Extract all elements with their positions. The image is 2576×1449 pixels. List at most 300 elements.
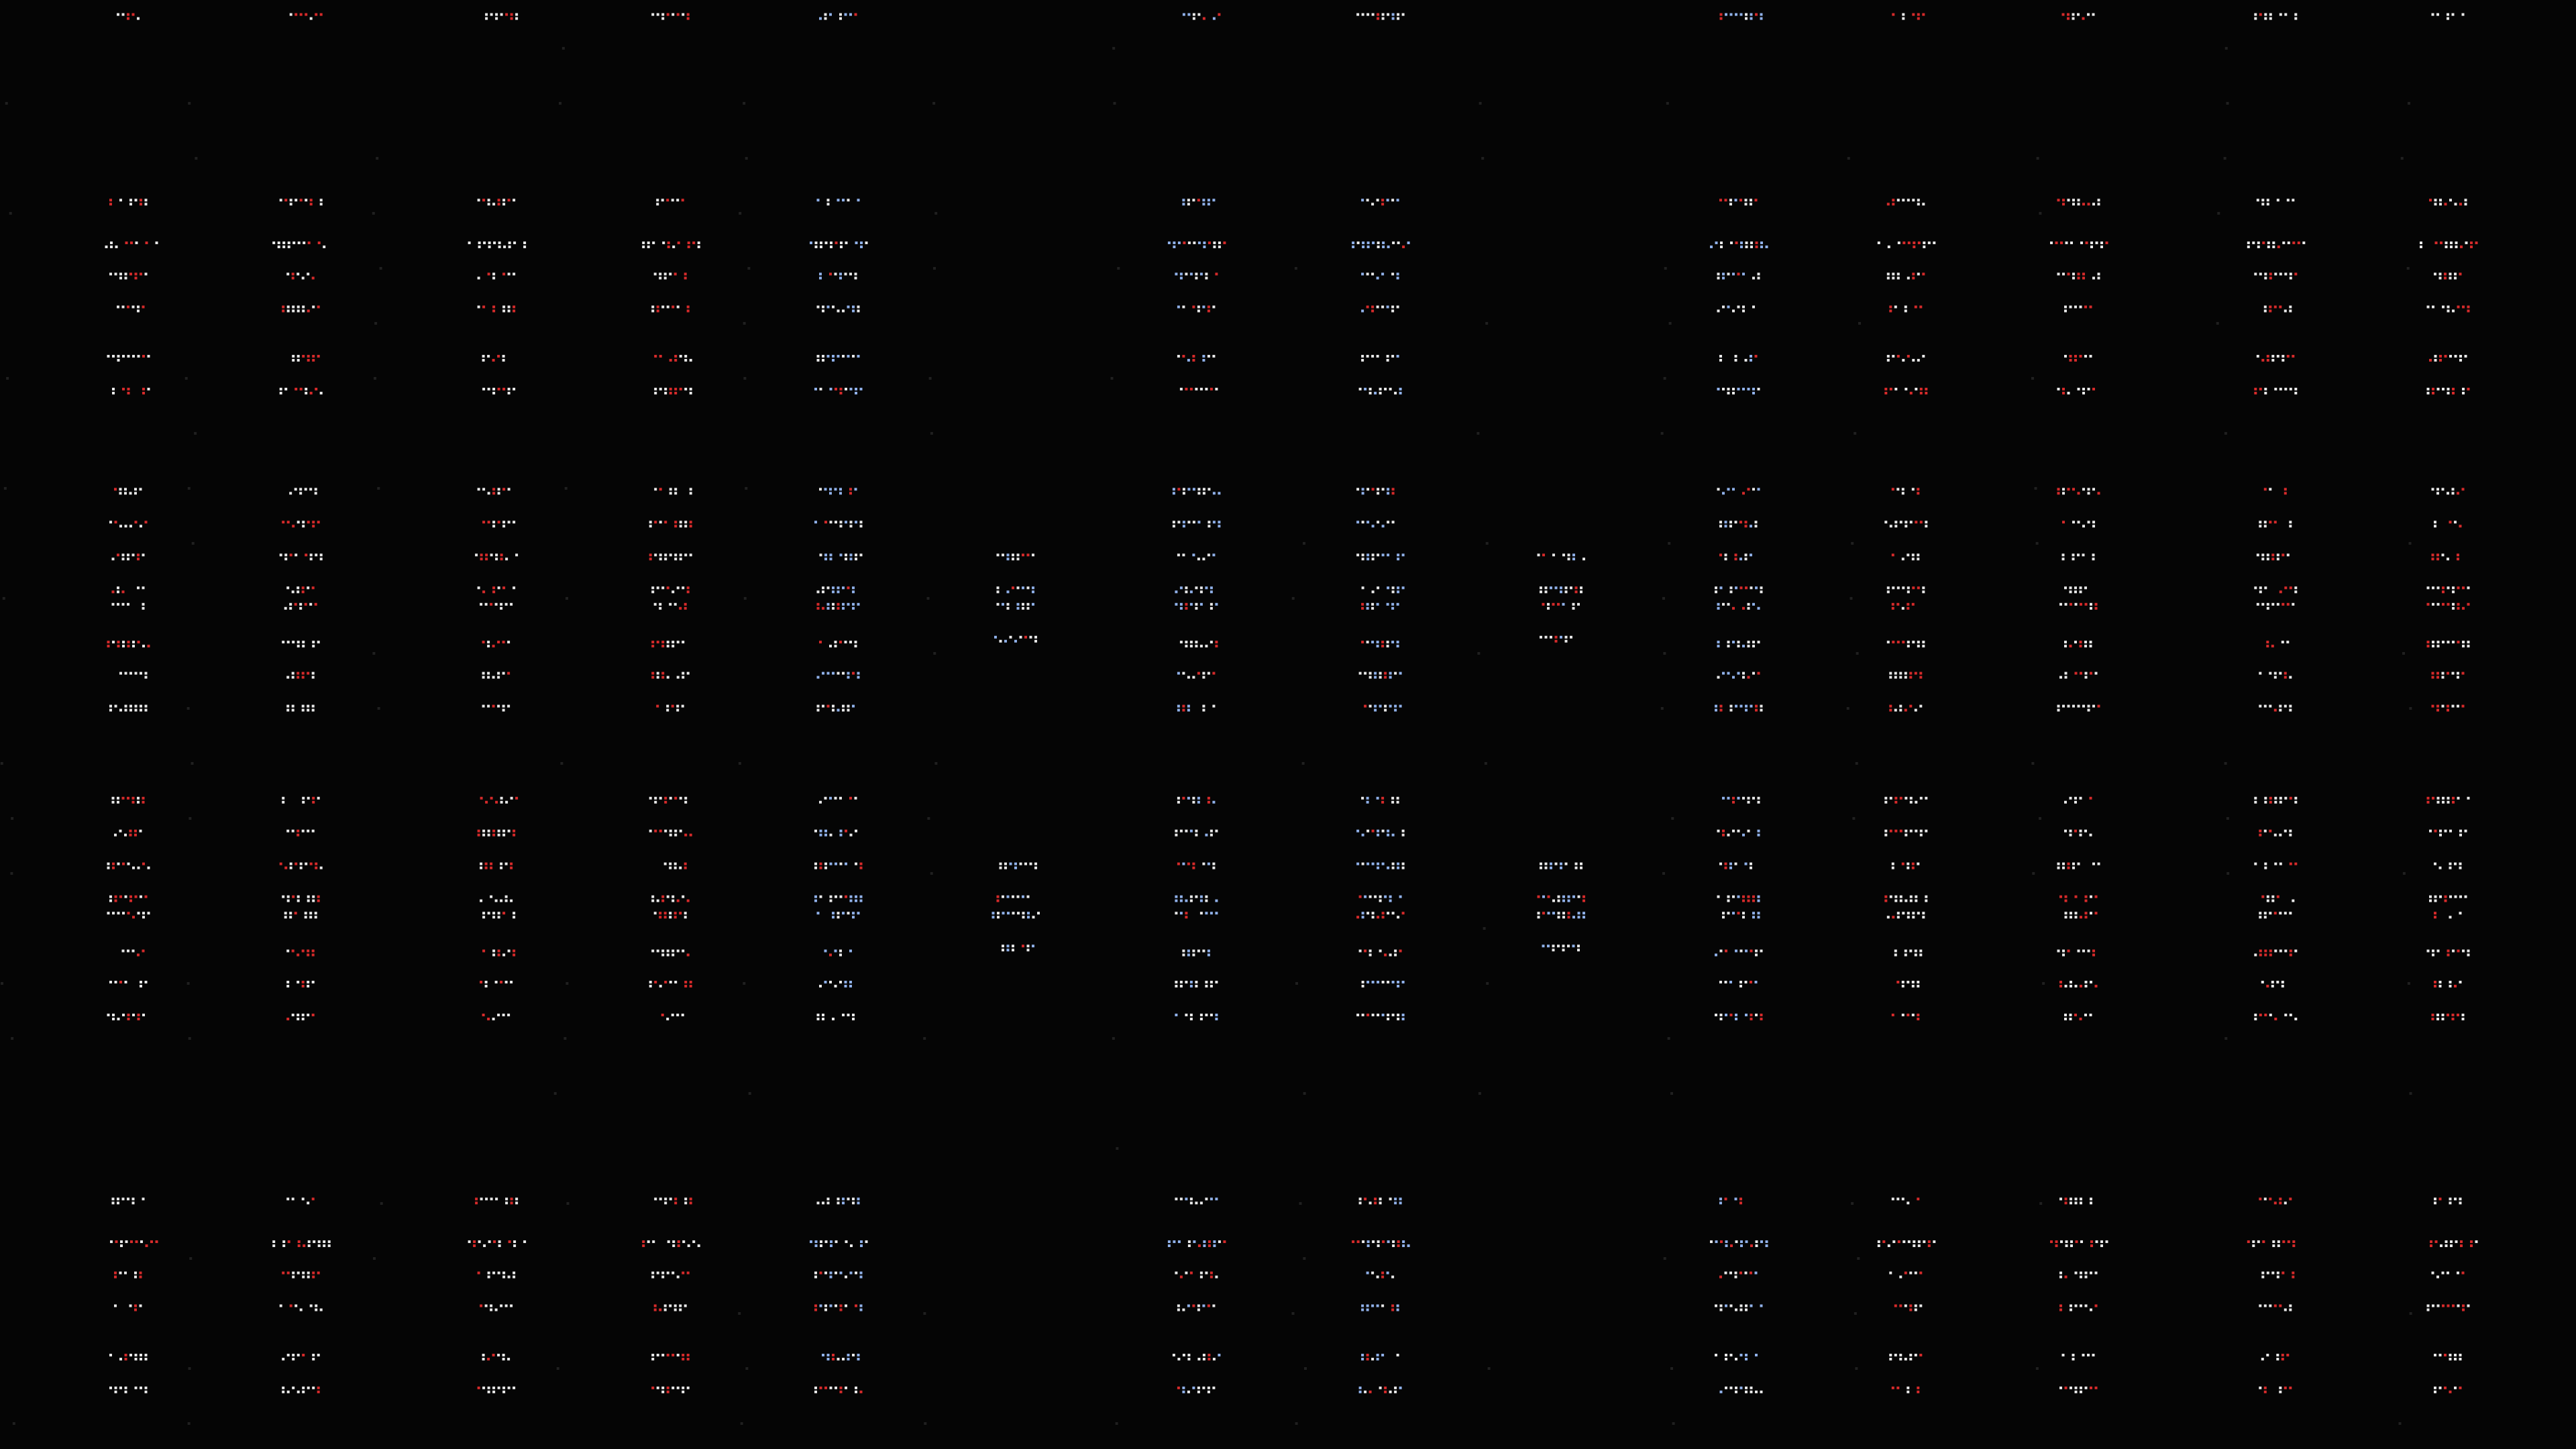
matrix-dot-982 bbox=[302, 586, 305, 589]
matrix-dot-1264 bbox=[842, 705, 845, 708]
matrix-dot-3236 bbox=[830, 1272, 833, 1275]
matrix-dot-1896 bbox=[2442, 672, 2445, 675]
matrix-dot-1000 bbox=[302, 641, 305, 643]
matrix-dot-3217 bbox=[857, 1201, 860, 1204]
matrix-dot-1886 bbox=[2452, 641, 2455, 643]
matrix-dot-1092 bbox=[507, 705, 510, 708]
matrix-dot-1930 bbox=[134, 834, 137, 837]
matrix-dot-264 bbox=[482, 306, 485, 309]
matrix-dot-763 bbox=[2259, 273, 2262, 276]
matrix-dot-3147 bbox=[690, 1197, 692, 1200]
matrix-dot-1185 bbox=[814, 521, 817, 523]
matrix-dot-3661 bbox=[2445, 1244, 2448, 1247]
matrix-dot-847 bbox=[2457, 306, 2460, 309]
matrix-dot-316 bbox=[669, 273, 672, 276]
matrix-dot-2792 bbox=[2059, 985, 2062, 987]
matrix-dot-2051 bbox=[307, 985, 309, 987]
matrix-dot-1446 bbox=[1387, 603, 1389, 606]
matrix-dot-2978 bbox=[150, 1240, 153, 1243]
matrix-dot-3663 bbox=[2450, 1244, 2453, 1247]
matrix-dot-2173 bbox=[677, 900, 680, 902]
matrix-dot-3345 bbox=[1197, 1387, 1200, 1389]
matrix-dot-2473 bbox=[1366, 912, 1369, 914]
matrix-dot-1463 bbox=[1364, 672, 1366, 675]
matrix-dot-2786 bbox=[2078, 950, 2080, 953]
matrix-dot-309 bbox=[698, 241, 700, 244]
matrix-dot-2632 bbox=[1750, 950, 1753, 953]
matrix-dot-2261 bbox=[832, 912, 835, 914]
matrix-dot-607 bbox=[1727, 392, 1730, 394]
matrix-dot-2959 bbox=[2462, 1018, 2465, 1020]
matrix-dot-1674 bbox=[1889, 672, 1892, 675]
matrix-dot-1516 bbox=[1562, 603, 1565, 606]
matrix-dot-424 bbox=[1192, 199, 1195, 201]
matrix-dot-644 bbox=[1907, 277, 1910, 280]
matrix-dot-3833 bbox=[2037, 157, 2039, 160]
matrix-dot-683 bbox=[2078, 203, 2080, 205]
matrix-dot-609 bbox=[1732, 392, 1735, 394]
matrix-dot-779 bbox=[2279, 306, 2282, 309]
matrix-dot-3700 bbox=[2449, 1391, 2452, 1393]
matrix-dot-2402 bbox=[1180, 981, 1183, 983]
matrix-dot-2897 bbox=[2467, 797, 2470, 800]
matrix-dot-1582 bbox=[1717, 645, 1720, 647]
matrix-dot-3671 bbox=[2436, 1276, 2439, 1279]
matrix-dot-639 bbox=[1887, 277, 1890, 280]
matrix-dot-1295 bbox=[1022, 603, 1024, 606]
matrix-dot-132 bbox=[119, 273, 122, 276]
matrix-dot-2685 bbox=[1907, 867, 1909, 869]
matrix-dot-994 bbox=[315, 603, 317, 606]
matrix-dot-1125 bbox=[680, 557, 682, 560]
matrix-dot-3465 bbox=[1730, 1354, 1733, 1356]
matrix-dot-2081 bbox=[502, 834, 505, 837]
matrix-dot-452 bbox=[1195, 273, 1197, 276]
matrix-dot-3273 bbox=[824, 1387, 827, 1389]
matrix-dot-501 bbox=[1377, 241, 1380, 244]
matrix-dot-325 bbox=[667, 306, 669, 309]
matrix-dot-2385 bbox=[1185, 916, 1187, 918]
matrix-dot-2711 bbox=[1912, 916, 1915, 918]
matrix-dot-2371 bbox=[1180, 896, 1183, 898]
matrix-dot-211 bbox=[292, 359, 294, 362]
matrix-dot-707 bbox=[2078, 273, 2080, 276]
matrix-dot-2649 bbox=[1735, 1014, 1737, 1016]
matrix-dot-646 bbox=[1912, 277, 1915, 280]
matrix-dot-1520 bbox=[1540, 636, 1542, 639]
matrix-dot-1542 bbox=[1729, 525, 1732, 527]
matrix-dot-2170 bbox=[667, 896, 669, 898]
matrix-dot-1519 bbox=[1577, 603, 1580, 606]
matrix-dot-3779 bbox=[1112, 1037, 1115, 1040]
matrix-dot-224 bbox=[300, 388, 303, 390]
matrix-dot-1309 bbox=[1034, 640, 1037, 643]
matrix-dot-1866 bbox=[2467, 586, 2470, 589]
matrix-dot-815 bbox=[2465, 203, 2467, 205]
matrix-dot-2716 bbox=[1894, 954, 1897, 957]
matrix-dot-1875 bbox=[2457, 607, 2460, 610]
matrix-dot-2348 bbox=[1212, 801, 1215, 804]
matrix-dot-163 bbox=[142, 388, 145, 390]
matrix-dot-3794 bbox=[1481, 157, 1484, 160]
matrix-dot-1764 bbox=[2072, 705, 2075, 708]
matrix-dot-844 bbox=[2447, 306, 2450, 309]
matrix-dot-951 bbox=[299, 488, 302, 490]
matrix-dot-1744 bbox=[2074, 641, 2077, 643]
matrix-dot-1794 bbox=[2254, 586, 2257, 589]
matrix-dot-1748 bbox=[2084, 645, 2087, 647]
matrix-dot-2213 bbox=[676, 1014, 679, 1016]
matrix-dot-1043 bbox=[475, 553, 478, 556]
matrix-dot-899 bbox=[137, 553, 140, 556]
matrix-dot-1464 bbox=[1369, 672, 1372, 675]
matrix-dot-1068 bbox=[505, 603, 508, 606]
matrix-dot-3197 bbox=[661, 1391, 664, 1393]
matrix-dot-1934 bbox=[112, 863, 115, 865]
matrix-dot-3054 bbox=[315, 1309, 317, 1311]
matrix-dot-485 bbox=[1366, 199, 1369, 201]
matrix-dot-1667 bbox=[1907, 641, 1910, 643]
matrix-dot-2707 bbox=[1902, 912, 1904, 914]
matrix-dot-696 bbox=[2090, 241, 2093, 244]
matrix-dot-129 bbox=[156, 241, 158, 244]
matrix-dot-3552 bbox=[2070, 1244, 2073, 1247]
matrix-dot-3318 bbox=[1177, 1305, 1180, 1307]
matrix-dot-1498 bbox=[1545, 586, 1548, 589]
matrix-dot-3489 bbox=[1878, 1244, 1880, 1247]
matrix-dot-2802 bbox=[2064, 1014, 2067, 1016]
matrix-dot-3017 bbox=[307, 1201, 309, 1204]
matrix-dot-1231 bbox=[842, 603, 845, 606]
matrix-dot-456 bbox=[1205, 277, 1208, 280]
matrix-dot-1322 bbox=[1213, 492, 1216, 494]
matrix-dot-2163 bbox=[684, 863, 687, 865]
matrix-dot-849 bbox=[2467, 306, 2470, 309]
matrix-dot-3733 bbox=[377, 487, 380, 490]
matrix-dot-1407 bbox=[1392, 488, 1395, 490]
matrix-dot-208 bbox=[312, 306, 315, 309]
matrix-dot-23 bbox=[515, 17, 518, 20]
matrix-dot-2279 bbox=[835, 985, 837, 987]
matrix-dot-3208 bbox=[827, 1201, 830, 1204]
matrix-dot-3761 bbox=[741, 1422, 743, 1425]
matrix-dot-3801 bbox=[1486, 982, 1489, 985]
matrix-dot-680 bbox=[2072, 199, 2075, 201]
matrix-dot-2796 bbox=[2075, 985, 2078, 987]
matrix-dot-555 bbox=[1745, 199, 1748, 201]
matrix-dot-593 bbox=[1742, 306, 1745, 309]
matrix-dot-3039 bbox=[292, 1276, 294, 1279]
matrix-dot-2697 bbox=[1910, 896, 1913, 898]
matrix-dot-3149 bbox=[642, 1240, 645, 1243]
matrix-dot-543 bbox=[1379, 392, 1382, 394]
matrix-dot-2779 bbox=[2085, 916, 2088, 918]
matrix-dot-14 bbox=[485, 17, 488, 20]
matrix-dot-3754 bbox=[745, 487, 747, 490]
matrix-dot-2627 bbox=[1720, 950, 1723, 953]
matrix-dot-3491 bbox=[1888, 1244, 1890, 1247]
matrix-dot-2805 bbox=[2070, 1018, 2072, 1020]
matrix-dot-3725 bbox=[189, 1257, 192, 1260]
matrix-dot-3083 bbox=[505, 1201, 508, 1204]
matrix-dot-989 bbox=[294, 603, 297, 606]
matrix-dot-1302 bbox=[1004, 640, 1007, 643]
matrix-dot-1737 bbox=[2090, 603, 2092, 606]
matrix-dot-3351 bbox=[1359, 1197, 1362, 1200]
matrix-dot-1907 bbox=[2447, 705, 2449, 708]
matrix-dot-1530 bbox=[1722, 492, 1725, 494]
matrix-dot-1770 bbox=[2098, 705, 2100, 708]
matrix-dot-523 bbox=[1381, 306, 1384, 309]
matrix-dot-3024 bbox=[298, 1240, 301, 1243]
matrix-dot-860 bbox=[2459, 359, 2462, 362]
matrix-dot-1331 bbox=[1197, 521, 1200, 523]
matrix-dot-2673 bbox=[1900, 830, 1902, 833]
matrix-dot-1420 bbox=[1366, 553, 1369, 556]
matrix-dot-663 bbox=[1917, 359, 1920, 362]
matrix-dot-874 bbox=[2467, 388, 2470, 390]
matrix-dot-1098 bbox=[674, 492, 677, 494]
matrix-dot-2531 bbox=[1538, 896, 1540, 898]
matrix-dot-2410 bbox=[1205, 985, 1208, 987]
matrix-dot-389 bbox=[832, 306, 835, 309]
matrix-dot-2881 bbox=[2274, 1018, 2277, 1020]
matrix-dot-3826 bbox=[1847, 707, 1849, 710]
matrix-dot-3502 bbox=[1928, 1244, 1931, 1247]
matrix-dot-3572 bbox=[2059, 1309, 2062, 1311]
matrix-dot-432 bbox=[1173, 241, 1175, 244]
matrix-dot-814 bbox=[2465, 199, 2467, 201]
matrix-dot-924 bbox=[132, 645, 135, 647]
matrix-dot-108 bbox=[2447, 17, 2449, 20]
matrix-dot-496 bbox=[1362, 241, 1364, 244]
matrix-dot-1901 bbox=[2457, 676, 2459, 679]
matrix-dot-2087 bbox=[485, 863, 488, 865]
matrix-dot-3000 bbox=[140, 1354, 142, 1356]
matrix-dot-2249 bbox=[830, 896, 833, 898]
matrix-dot-611 bbox=[1742, 388, 1745, 390]
matrix-dot-909 bbox=[117, 603, 119, 606]
matrix-dot-1164 bbox=[677, 676, 680, 679]
matrix-dot-3602 bbox=[2284, 1201, 2287, 1204]
matrix-dot-1487 bbox=[1538, 553, 1540, 556]
matrix-dot-1670 bbox=[1917, 641, 1920, 643]
matrix-dot-833 bbox=[2439, 277, 2442, 280]
matrix-dot-3596 bbox=[2259, 1197, 2261, 1200]
matrix-dot-2725 bbox=[1902, 981, 1904, 983]
matrix-dot-3064 bbox=[317, 1354, 320, 1356]
matrix-dot-2751 bbox=[2090, 834, 2092, 837]
matrix-dot-3545 bbox=[2050, 1240, 2053, 1243]
matrix-dot-1169 bbox=[666, 705, 669, 708]
matrix-dot-138 bbox=[135, 277, 138, 280]
matrix-dot-2896 bbox=[2457, 797, 2460, 800]
matrix-dot-1601 bbox=[1748, 676, 1750, 679]
matrix-dot-2546 bbox=[1538, 916, 1540, 918]
matrix-dot-3457 bbox=[1740, 1309, 1743, 1311]
matrix-dot-3807 bbox=[1664, 377, 1666, 380]
matrix-dot-3625 bbox=[2292, 1276, 2294, 1279]
matrix-dot-2921 bbox=[2449, 896, 2452, 898]
matrix-dot-3605 bbox=[2252, 1240, 2255, 1243]
matrix-dot-241 bbox=[468, 241, 471, 244]
matrix-dot-381 bbox=[845, 273, 847, 276]
matrix-dot-3090 bbox=[473, 1244, 476, 1247]
matrix-dot-778 bbox=[2274, 306, 2277, 309]
matrix-dot-107 bbox=[2447, 13, 2449, 16]
matrix-dot-287 bbox=[508, 392, 511, 394]
matrix-dot-513 bbox=[1377, 277, 1379, 280]
matrix-dot-2803 bbox=[2064, 1018, 2067, 1020]
matrix-dot-3780 bbox=[1116, 1147, 1118, 1150]
matrix-dot-895 bbox=[122, 557, 125, 560]
matrix-dot-1750 bbox=[2090, 645, 2092, 647]
matrix-dot-2874 bbox=[2282, 981, 2284, 983]
matrix-dot-2772 bbox=[2065, 916, 2068, 918]
matrix-dot-1983 bbox=[132, 1014, 135, 1016]
matrix-dot-3562 bbox=[2059, 1276, 2062, 1279]
matrix-dot-1515 bbox=[1557, 603, 1560, 606]
matrix-dot-2623 bbox=[1752, 916, 1755, 918]
matrix-dot-2465 bbox=[1379, 900, 1382, 902]
matrix-dot-1594 bbox=[1717, 676, 1720, 679]
matrix-dot-1289 bbox=[997, 603, 1000, 606]
matrix-dot-1538 bbox=[1719, 525, 1722, 527]
matrix-dot-1602 bbox=[1752, 672, 1755, 675]
matrix-dot-442 bbox=[1213, 241, 1216, 244]
matrix-dot-2455 bbox=[1392, 867, 1395, 869]
matrix-dot-908 bbox=[112, 603, 115, 606]
matrix-dot-626 bbox=[1878, 241, 1880, 244]
matrix-dot-2016 bbox=[287, 900, 290, 902]
matrix-dot-1805 bbox=[2267, 603, 2269, 606]
matrix-dot-3225 bbox=[830, 1244, 833, 1247]
matrix-dot-451 bbox=[1190, 273, 1193, 276]
matrix-dot-460 bbox=[1192, 306, 1195, 309]
matrix-dot-1238 bbox=[829, 645, 832, 647]
matrix-dot-1852 bbox=[2442, 553, 2445, 556]
matrix-dot-954 bbox=[309, 488, 312, 490]
matrix-dot-775 bbox=[2264, 310, 2267, 313]
matrix-dot-2909 bbox=[2449, 863, 2452, 865]
matrix-dot-435 bbox=[1183, 241, 1185, 244]
matrix-dot-2320 bbox=[1012, 912, 1015, 914]
matrix-dot-3076 bbox=[475, 1197, 478, 1200]
matrix-dot-3652 bbox=[2449, 1201, 2452, 1204]
matrix-dot-2505 bbox=[1362, 1014, 1364, 1016]
matrix-dot-279 bbox=[502, 359, 505, 362]
matrix-dot-1245 bbox=[855, 645, 857, 647]
matrix-dot-536 bbox=[1397, 355, 1399, 358]
matrix-dot-3237 bbox=[830, 1276, 833, 1279]
matrix-dot-2949 bbox=[2432, 1018, 2434, 1020]
matrix-dot-1958 bbox=[127, 912, 130, 914]
matrix-dot-2813 bbox=[2264, 801, 2267, 804]
matrix-dot-1229 bbox=[837, 603, 840, 606]
matrix-dot-1334 bbox=[1213, 521, 1216, 523]
matrix-dot-2463 bbox=[1374, 896, 1377, 898]
matrix-dot-164 bbox=[142, 392, 145, 394]
matrix-dot-2761 bbox=[2092, 863, 2095, 865]
matrix-dot-2631 bbox=[1745, 950, 1748, 953]
matrix-dot-311 bbox=[654, 273, 657, 276]
matrix-dot-3153 bbox=[667, 1240, 670, 1243]
matrix-dot-2964 bbox=[122, 1197, 125, 1200]
matrix-dot-3657 bbox=[2430, 1244, 2432, 1247]
matrix-dot-2046 bbox=[286, 985, 289, 987]
matrix-dot-2837 bbox=[2279, 863, 2282, 865]
matrix-dot-1614 bbox=[1750, 705, 1753, 708]
matrix-dot-1763 bbox=[2068, 705, 2070, 708]
matrix-dot-217 bbox=[312, 355, 315, 358]
matrix-dot-2184 bbox=[674, 916, 677, 918]
matrix-dot-1927 bbox=[129, 830, 132, 833]
matrix-dot-975 bbox=[315, 553, 317, 556]
matrix-dot-3209 bbox=[837, 1197, 840, 1200]
matrix-dot-378 bbox=[835, 273, 837, 276]
matrix-dot-1260 bbox=[827, 705, 830, 708]
matrix-dot-3628 bbox=[2269, 1305, 2271, 1307]
matrix-dot-1339 bbox=[1192, 553, 1195, 556]
matrix-dot-2478 bbox=[1382, 916, 1385, 918]
matrix-dot-2543 bbox=[1582, 896, 1585, 898]
matrix-dot-1541 bbox=[1729, 521, 1732, 523]
matrix-dot-1945 bbox=[115, 896, 117, 898]
matrix-dot-3777 bbox=[1117, 267, 1120, 270]
matrix-dot-1781 bbox=[2289, 521, 2292, 523]
matrix-dot-782 bbox=[2289, 310, 2292, 313]
matrix-dot-3032 bbox=[323, 1240, 325, 1243]
matrix-dot-1107 bbox=[674, 525, 677, 527]
matrix-dot-1949 bbox=[129, 896, 132, 898]
matrix-dot-2458 bbox=[1402, 863, 1405, 865]
matrix-dot-413 bbox=[840, 388, 843, 390]
matrix-dot-47 bbox=[1197, 13, 1200, 16]
matrix-dot-3375 bbox=[1392, 1244, 1395, 1247]
matrix-dot-1753 bbox=[2065, 676, 2068, 679]
matrix-dot-2917 bbox=[2434, 900, 2437, 902]
matrix-dot-2448 bbox=[1366, 863, 1369, 865]
matrix-dot-691 bbox=[2060, 241, 2063, 244]
matrix-dot-450 bbox=[1185, 273, 1187, 276]
matrix-dot-2264 bbox=[837, 916, 840, 918]
matrix-dot-2919 bbox=[2445, 896, 2447, 898]
matrix-dot-2927 bbox=[2449, 916, 2452, 918]
matrix-dot-3370 bbox=[1377, 1240, 1380, 1243]
matrix-dot-3576 bbox=[2080, 1305, 2082, 1307]
matrix-dot-1620 bbox=[1896, 488, 1899, 490]
matrix-dot-236 bbox=[498, 203, 500, 205]
matrix-dot-1240 bbox=[835, 645, 837, 647]
matrix-dot-1044 bbox=[480, 553, 483, 556]
matrix-dot-1163 bbox=[667, 676, 669, 679]
matrix-dot-2095 bbox=[510, 867, 513, 869]
matrix-dot-1720 bbox=[2082, 553, 2085, 556]
matrix-dot-2318 bbox=[1002, 912, 1005, 914]
matrix-dot-30 bbox=[677, 13, 680, 16]
matrix-dot-1495 bbox=[1582, 557, 1585, 560]
matrix-dot-1595 bbox=[1722, 672, 1725, 675]
matrix-dot-3575 bbox=[2075, 1305, 2078, 1307]
matrix-dot-3453 bbox=[1725, 1305, 1727, 1307]
matrix-dot-1691 bbox=[1899, 709, 1902, 712]
matrix-dot-1771 bbox=[2264, 488, 2267, 490]
matrix-dot-2532 bbox=[1542, 896, 1545, 898]
matrix-dot-3683 bbox=[2457, 1305, 2460, 1307]
matrix-dot-3740 bbox=[565, 487, 568, 490]
matrix-dot-781 bbox=[2289, 306, 2292, 309]
matrix-dot-2091 bbox=[500, 863, 502, 865]
